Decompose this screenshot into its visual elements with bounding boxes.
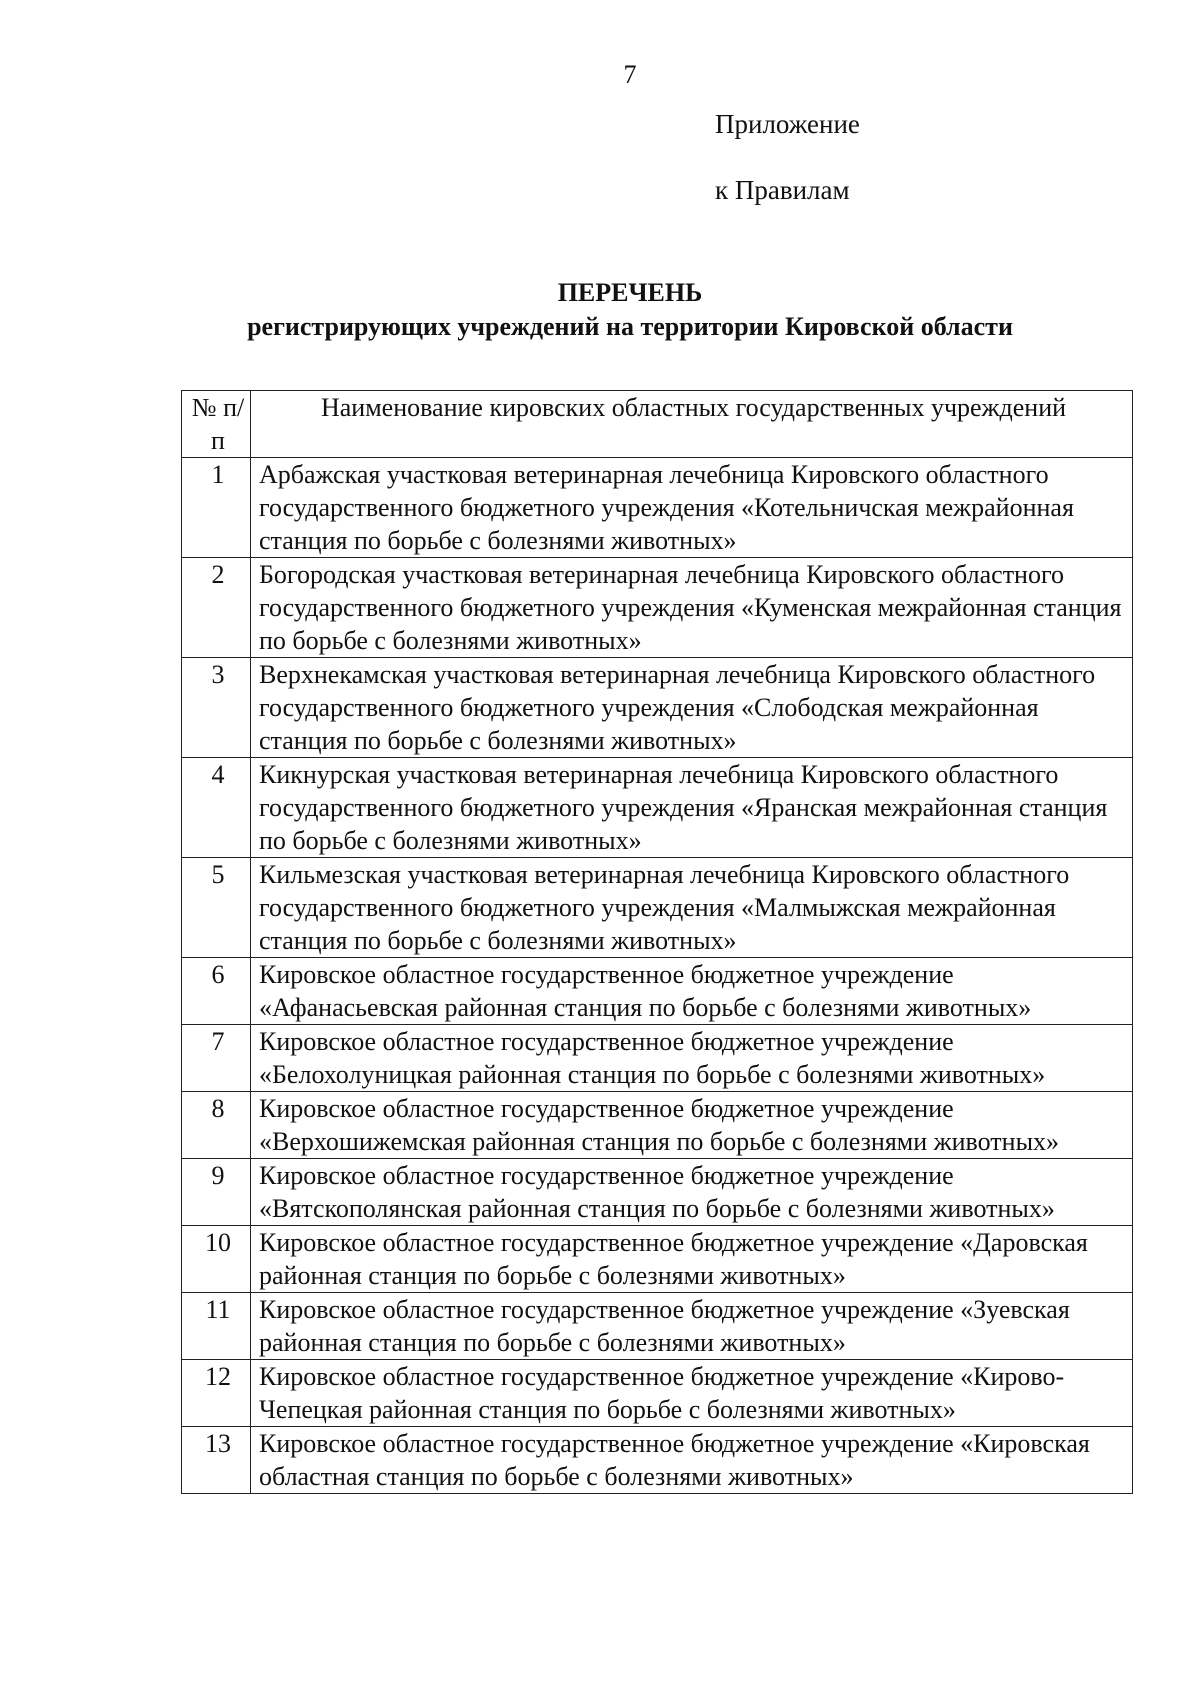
institutions-table (181, 390, 1133, 1494)
table-row (182, 1360, 1133, 1427)
row-number: 13 (182, 1427, 251, 1494)
row-name: Кировское областное государственное бюджетное учреждение «Кировская областная станция по борьбе с болезнями животных» (251, 1427, 1133, 1494)
appendix-label: Приложение (715, 109, 860, 139)
table-row (182, 558, 1133, 658)
row-name: Кировское областное государственное бюджетное учреждение «Афанасьевская районная станция по борьбе с болезнями животных» (251, 958, 1133, 1025)
row-number: 11 (182, 1293, 251, 1360)
table-header-row (182, 391, 1133, 458)
appendix-reference: к Правилам (715, 175, 850, 205)
row-name: Кировское областное государственное бюджетное учреждение «Верхошижемская районная станция по борьбе с болезнями животных» (251, 1092, 1133, 1159)
table-row (182, 1159, 1133, 1226)
table-row (182, 1226, 1133, 1293)
table-row (182, 858, 1133, 958)
row-number: 8 (182, 1092, 251, 1159)
row-name: Кировское областное государственное бюджетное учреждение «Зуевская районная станция по борьбе с болезнями животных» (251, 1293, 1133, 1360)
page-number: 7 (623, 60, 637, 89)
row-name: Кировское областное государственное бюджетное учреждение «Кирово-Чепецкая районная станция по борьбе с болезнями животных» (251, 1360, 1133, 1427)
row-name: Кикнурская участковая ветеринарная лечебница Кировского областного государственного бюджетного учреждения «Яранская межрайонная станция по борьбе с болезнями животных» (251, 758, 1133, 858)
row-name: Кировское областное государственное бюджетное учреждение «Вятскополянская районная станция по борьбе с болезнями животных» (251, 1159, 1133, 1226)
table-row (182, 958, 1133, 1025)
row-number: 6 (182, 958, 251, 1025)
table-row (182, 758, 1133, 858)
row-number: 4 (182, 758, 251, 858)
row-name: Кировское областное государственное бюджетное учреждение «Белохолуницкая районная станция по борьбе с болезнями животных» (251, 1025, 1133, 1092)
row-number: 2 (182, 558, 251, 658)
document-subtitle: регистрирующих учреждений на территории Кировской области (247, 312, 1013, 341)
row-name: Верхнекамская участковая ветеринарная лечебница Кировского областного государственного бюджетного учреждения «Слободская межрайонная станция по борьбе с болезнями животных» (251, 658, 1133, 758)
table-row (182, 1427, 1133, 1494)
row-name: Арбажская участковая ветеринарная лечебница Кировского областного государственного бюджетного учреждения «Котельничская межрайонная станция по борьбе с болезнями животных» (251, 458, 1133, 558)
row-number: 1 (182, 458, 251, 558)
row-number: 9 (182, 1159, 251, 1226)
row-number: 7 (182, 1025, 251, 1092)
row-number: 5 (182, 858, 251, 958)
row-number: 10 (182, 1226, 251, 1293)
document-title: ПЕРЕЧЕНЬ (557, 278, 703, 307)
table-row (182, 458, 1133, 558)
table-row (182, 658, 1133, 758)
header-number: № п/п (182, 391, 251, 458)
row-name: Богородская участковая ветеринарная лечебница Кировского областного государственного бюджетного учреждения «Куменская межрайонная станция по борьбе с болезнями животных» (251, 558, 1133, 658)
row-number: 3 (182, 658, 251, 758)
row-name: Кировское областное государственное бюджетное учреждение «Даровская районная станция по борьбе с болезнями животных» (251, 1226, 1133, 1293)
table-row (182, 1092, 1133, 1159)
table-row (182, 1025, 1133, 1092)
row-number: 12 (182, 1360, 251, 1427)
table-row (182, 1293, 1133, 1360)
header-name: Наименование кировских областных государственных учреждений (251, 391, 1133, 458)
row-name: Кильмезская участковая ветеринарная лечебница Кировского областного государственного бюджетного учреждения «Малмыжская межрайонная станция по борьбе с болезнями животных» (251, 858, 1133, 958)
